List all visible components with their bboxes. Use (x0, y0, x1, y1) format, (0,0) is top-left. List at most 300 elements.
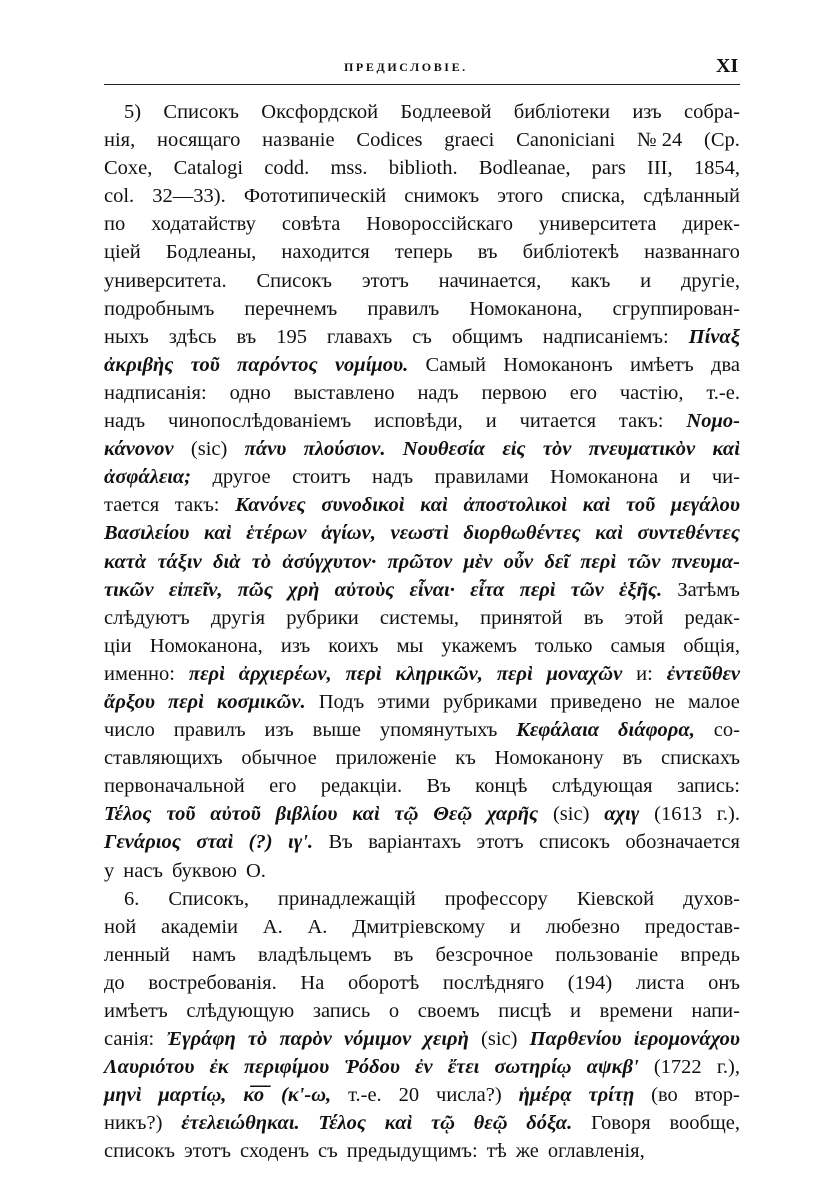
text-line (104, 604, 740, 632)
word: два (711, 353, 740, 376)
word: оглавленія, (547, 1140, 645, 1163)
word: чинопослѣдованіемъ (168, 410, 352, 433)
greek-word: σωτηρίῳ (494, 1056, 572, 1079)
word: надписаніемъ: (542, 325, 669, 348)
greek-word: εἰπεῖν, (168, 578, 223, 601)
word: востребованія. (148, 971, 277, 994)
word: первоначальной (104, 775, 245, 798)
text-line (104, 716, 740, 744)
greek-word: ἔτει (447, 1056, 480, 1079)
word: Дмитріевскому (352, 915, 486, 938)
greek-word: τοῦ (626, 494, 656, 517)
greek-word: Παρθενίου (529, 1028, 622, 1051)
text-line (104, 435, 740, 463)
greek-word: χρὴ (288, 578, 320, 601)
word: biblioth. (388, 157, 458, 180)
greek-word: χαρῆς (486, 803, 539, 826)
greek-word: (κ'-ω, (281, 1084, 332, 1107)
word: только (535, 634, 593, 657)
word: рубрики (286, 606, 359, 629)
greek-word: κάνονον (104, 438, 174, 461)
word: университета (538, 213, 657, 236)
word: академіи (160, 915, 238, 938)
word: безсрочное (435, 943, 534, 966)
word: и (509, 915, 521, 938)
word: ціи (104, 634, 132, 657)
word: этотъ (476, 831, 524, 854)
word: pars (591, 157, 626, 180)
word: у (104, 859, 115, 882)
greek-word: βιβλίου (275, 803, 338, 826)
word: первою (481, 381, 547, 404)
greek-word: οὖν (503, 550, 534, 573)
text-line (104, 98, 740, 126)
greek-word: ἀποστολικοὶ (463, 494, 567, 517)
word: Бодлеаны, (165, 241, 257, 264)
greek-word: εἰς (502, 438, 526, 461)
greek-word: ἑτέρων (246, 522, 307, 545)
word: выставлено (293, 381, 395, 404)
word: листа (635, 971, 685, 994)
greek-word: πρῶτον (387, 550, 453, 573)
text-line (104, 323, 740, 351)
greek-word: παρόντος (237, 353, 318, 376)
word: онъ (708, 971, 740, 994)
text-line (104, 548, 740, 576)
greek-word: πῶς (237, 578, 273, 601)
word: этого (497, 185, 544, 208)
greek-word: δόξα. (526, 1112, 573, 1135)
word: и: (636, 662, 653, 685)
word: т.-е. (348, 1084, 382, 1107)
greek-word: ἐτελειώθηκαι. (181, 1112, 300, 1135)
word: другое (212, 466, 271, 489)
greek-word: αὐτοὺς (334, 578, 395, 601)
greek-word: τῷ (394, 803, 419, 826)
text-line (104, 632, 740, 660)
greek-word: ἀρχιερέων, (238, 662, 332, 685)
word: къ (455, 747, 476, 770)
text-line (104, 941, 740, 969)
greek-word: πνευματικὸν (588, 438, 696, 461)
text-line (104, 182, 740, 210)
word: Номоканонъ (503, 353, 613, 376)
text-line (104, 491, 740, 519)
greek-word: περὶ (580, 550, 617, 573)
word: именно: (104, 662, 175, 685)
word: выше (312, 719, 361, 742)
word: Самый (425, 353, 486, 376)
word: упомянутыхъ (379, 719, 498, 742)
greek-word: περὶ (519, 578, 556, 601)
greek-word: ιγ'. (288, 831, 314, 854)
word: имѣетъ (104, 1000, 168, 1022)
text-line (104, 660, 740, 688)
text-line (104, 238, 740, 266)
word: (194) (567, 971, 613, 994)
word: ныхъ (104, 325, 149, 348)
word: находится (281, 241, 370, 264)
word: о (388, 1000, 400, 1022)
greek-word: περὶ (188, 662, 225, 685)
greek-word: Ἐγράφη (166, 1028, 236, 1051)
greek-word: τρίτῃ (588, 1084, 635, 1107)
word: никъ?) (104, 1112, 163, 1135)
word: Говоря (590, 1112, 651, 1135)
word: приложеніе (335, 747, 437, 770)
greek-word: μηνὶ (104, 1084, 142, 1107)
greek-word: χειρὴ (423, 1028, 469, 1051)
word: системы, (379, 606, 459, 629)
text-line (104, 688, 740, 716)
word: со- (713, 719, 740, 742)
word: правилъ (173, 719, 246, 742)
word: списокъ (104, 1140, 175, 1163)
greek-word: κ̅ο̅ (243, 1084, 265, 1107)
word: общія, (683, 634, 740, 657)
word: писцѣ (498, 1000, 552, 1022)
text-line (104, 997, 740, 1025)
word: этотъ (361, 269, 409, 292)
word: этой (624, 606, 664, 629)
word: владѣльцемъ (257, 943, 372, 966)
word: № 24 (637, 129, 683, 152)
word: обозначается (625, 831, 740, 854)
text-line (104, 800, 740, 828)
word: намъ (192, 943, 236, 966)
word: не (654, 690, 675, 713)
word: тѣ (486, 1140, 507, 1163)
greek-word: περὶ (345, 662, 382, 685)
text-line (104, 351, 740, 379)
word: здѣсь (168, 325, 217, 348)
greek-word: περὶ (167, 690, 204, 713)
word: спискахъ (661, 747, 740, 770)
word: духов- (683, 887, 740, 910)
word: частію, (619, 381, 684, 404)
word: послѣдняго (442, 971, 545, 994)
word: сдѣланный (643, 185, 740, 208)
word: число (104, 719, 155, 742)
greek-word: νομίμου. (334, 353, 409, 376)
greek-word: ἱερομονάχου (633, 1028, 740, 1051)
word: и (570, 1000, 582, 1022)
text-line (104, 969, 740, 997)
header-rule (104, 84, 740, 85)
word: въ (477, 241, 498, 264)
word: г.), (716, 1056, 740, 1079)
word: Списокъ (163, 101, 239, 123)
greek-word: (?) (248, 831, 273, 854)
word: изъ (280, 634, 311, 657)
word: концѣ (475, 775, 528, 798)
greek-word: πάνυ (244, 438, 287, 461)
word: т.-е. (706, 381, 740, 404)
word: Номоканону (494, 747, 604, 770)
word: Списокъ, (168, 887, 250, 910)
body-text (104, 98, 740, 1166)
greek-word: συνοδικοὶ (321, 494, 405, 517)
text-line (104, 576, 740, 604)
greek-word: ἐν (415, 1056, 433, 1079)
word: же (515, 1140, 539, 1163)
word: Номоканона, (149, 634, 263, 657)
word: (1722 (653, 1056, 702, 1079)
greek-word: τοῦ (190, 353, 220, 376)
word: слѣдуютъ (104, 606, 190, 629)
greek-word: διάφορα, (618, 719, 695, 742)
word: въ (393, 943, 414, 966)
word: укажемъ (441, 634, 517, 657)
word: На (300, 971, 325, 994)
word: въ (622, 747, 643, 770)
word: (во (651, 1084, 678, 1107)
text-line (104, 772, 740, 800)
word: 6. (124, 887, 140, 910)
word: Codices (356, 129, 423, 152)
text-line (104, 379, 740, 407)
greek-word: καὶ (352, 803, 380, 826)
greek-word: πλούσιον. (303, 438, 386, 461)
word: вообще, (669, 1112, 740, 1135)
word: въ (236, 325, 257, 348)
word: чи- (711, 466, 740, 489)
word: другія (210, 606, 266, 629)
word: приведено (550, 690, 642, 713)
word: пользованіе (555, 943, 659, 966)
word: любезно (545, 915, 620, 938)
word: списокъ (539, 831, 610, 854)
word: O. (246, 859, 266, 882)
greek-word: περὶ (496, 662, 533, 685)
word: и (640, 269, 652, 292)
greek-word: καὶ (203, 522, 232, 545)
word: Кіевской (576, 887, 655, 910)
word: mss. (330, 157, 368, 180)
greek-word: ἡμέρᾳ (518, 1084, 572, 1107)
word: названнаго (644, 241, 740, 264)
word: дирек- (682, 213, 740, 236)
text-line (104, 857, 740, 885)
greek-word: Κεφάλαια (516, 719, 600, 742)
greek-word: μὲν (463, 550, 493, 573)
word: своемъ (417, 1000, 480, 1022)
word: 5) (124, 101, 142, 123)
word: (sic) (552, 803, 590, 826)
word: изъ (632, 101, 662, 123)
greek-word: τῶν (570, 578, 604, 601)
word: принятой (480, 606, 563, 629)
word: А. (307, 915, 328, 938)
word: ставляющихъ (104, 747, 223, 770)
word: насъ (123, 859, 164, 882)
greek-word: καὶ (595, 522, 623, 545)
word: тается (104, 494, 160, 517)
word: слѣдующая (551, 775, 653, 798)
text-line (104, 463, 740, 491)
greek-word: κατὰ (104, 550, 147, 573)
greek-word: τὸν (542, 438, 572, 461)
greek-word: τὸ (251, 550, 272, 573)
text-line (104, 885, 740, 913)
word: съ (412, 325, 432, 348)
word: библіотеки (513, 101, 610, 123)
text-line (104, 828, 740, 856)
word: Подъ (318, 690, 365, 713)
text-line (104, 154, 740, 182)
word: надъ (104, 410, 146, 433)
word: 195 (276, 325, 307, 348)
word: малое (687, 690, 740, 713)
greek-word: διορθωθέντες (463, 522, 581, 545)
word: этими (377, 690, 430, 713)
word: сгруппирован- (612, 297, 740, 320)
greek-word: ἀσύγχυτον· (282, 550, 377, 573)
greek-word: Θεῷ (433, 803, 473, 826)
word: col. (104, 185, 135, 208)
greek-word: Τέλος (104, 803, 152, 826)
word: читается (519, 410, 597, 433)
greek-word: συντεθέντες (637, 522, 740, 545)
greek-word: πνευμα- (671, 550, 740, 573)
greek-word: Κανόνες (235, 494, 306, 517)
text-line (104, 1025, 740, 1053)
word: (1613 (654, 803, 702, 826)
word: Въ (426, 775, 451, 798)
word: до (104, 971, 125, 994)
word: буквою (172, 859, 237, 882)
word: ной (104, 915, 137, 938)
word: Номоканона (550, 466, 659, 489)
word: исповѣди, (374, 410, 463, 433)
greek-word: εἶτα (470, 578, 505, 601)
word: редак- (684, 606, 740, 629)
word: числа?) (436, 1084, 502, 1107)
word: (sic) (481, 1028, 518, 1051)
greek-word: αὐτοῦ (210, 803, 261, 826)
word: слѣдующую (186, 1000, 295, 1022)
word: Catalogi (173, 157, 244, 180)
greek-word: Νομο- (686, 410, 740, 433)
word: Списокъ (256, 269, 333, 292)
word: нія, (104, 129, 136, 152)
greek-word: ἐντεῦθεν (666, 662, 740, 685)
greek-word: παρὸν (279, 1028, 332, 1051)
greek-word: τάξιν (157, 550, 202, 573)
word: г.). (716, 803, 740, 826)
word: главахъ (326, 325, 393, 348)
word: надъ (372, 466, 414, 489)
word: Coxe, (104, 157, 153, 180)
word: такъ: (618, 410, 664, 433)
greek-word: ἑξῆς. (618, 578, 663, 601)
word: въ (583, 606, 604, 629)
word: III, (647, 157, 673, 180)
greek-word: Βασιλείου (104, 522, 190, 545)
text-line (104, 519, 740, 547)
running-head (0, 0, 840, 80)
word: стоитъ (292, 466, 351, 489)
word: совѣта (281, 213, 341, 236)
word: запись: (676, 775, 740, 798)
word: списка, (561, 185, 626, 208)
word: Затѣмъ (677, 578, 740, 601)
greek-word: μοναχῶν (546, 662, 623, 685)
greek-word: κοσμικῶν. (216, 690, 306, 713)
word: правилами (434, 466, 529, 489)
text-line (104, 744, 740, 772)
greek-word: νόμιμον (344, 1028, 412, 1051)
greek-word: Γενάριος (104, 831, 181, 854)
word: запись (312, 1000, 371, 1022)
greek-word: νεωστὶ (390, 522, 449, 545)
word: варіантахъ (368, 831, 462, 854)
greek-word: ἐκ (209, 1056, 229, 1079)
word: времени (599, 1000, 673, 1022)
word: санія: (104, 1028, 155, 1051)
word: этотъ (183, 1140, 231, 1163)
text-line (104, 407, 740, 435)
word: сходенъ (239, 1140, 310, 1163)
word: впредь (680, 943, 740, 966)
greek-word: ἁγίων, (321, 522, 376, 545)
word: 1854, (693, 157, 740, 180)
word: graeci (444, 129, 495, 152)
text-line (104, 1081, 740, 1109)
text-line (104, 210, 740, 238)
greek-word: ἀκριβὴς (104, 353, 174, 376)
greek-word: τῶν (627, 550, 661, 573)
text-line (104, 1053, 740, 1081)
word: библіотекѣ (522, 241, 619, 264)
word: его (269, 775, 297, 798)
greek-word: τὸ (247, 1028, 268, 1051)
greek-word: αχιγ (604, 803, 640, 826)
word: одно (229, 381, 271, 404)
greek-word: θεῷ (473, 1112, 508, 1135)
greek-word: μεγάλου (670, 494, 740, 517)
word: съ (318, 1140, 338, 1163)
word: собра- (683, 101, 740, 123)
word: теперь (394, 241, 453, 264)
word: ленный (104, 943, 171, 966)
greek-word: κληρικῶν, (395, 662, 483, 685)
word: А. (262, 915, 283, 938)
greek-word: μαρτίῳ, (158, 1084, 227, 1107)
word: Фототипическій (243, 185, 387, 208)
word: codd. (264, 157, 310, 180)
running-title: ПРЕДИСЛОВІЕ. (344, 60, 468, 74)
greek-word: Τέλος (318, 1112, 366, 1135)
greek-word: τικῶν (104, 578, 154, 601)
word: и (679, 466, 691, 489)
greek-word: σταὶ (196, 831, 234, 854)
word: профессору (444, 887, 548, 910)
word: надъ (417, 381, 459, 404)
greek-word: καὶ (712, 438, 740, 461)
word: Новороссійскаго (366, 213, 513, 236)
word: предыдущимъ: (346, 1140, 478, 1163)
word: и (485, 410, 497, 433)
word: 20 (398, 1084, 420, 1107)
word: перечнемъ (244, 297, 338, 320)
word: Canoniciani (516, 129, 616, 152)
greek-word: τῷ (430, 1112, 455, 1135)
word: самыя (610, 634, 666, 657)
word: предостав- (644, 915, 740, 938)
text-line (104, 1109, 740, 1137)
greek-word: Πίναξ (688, 325, 740, 348)
